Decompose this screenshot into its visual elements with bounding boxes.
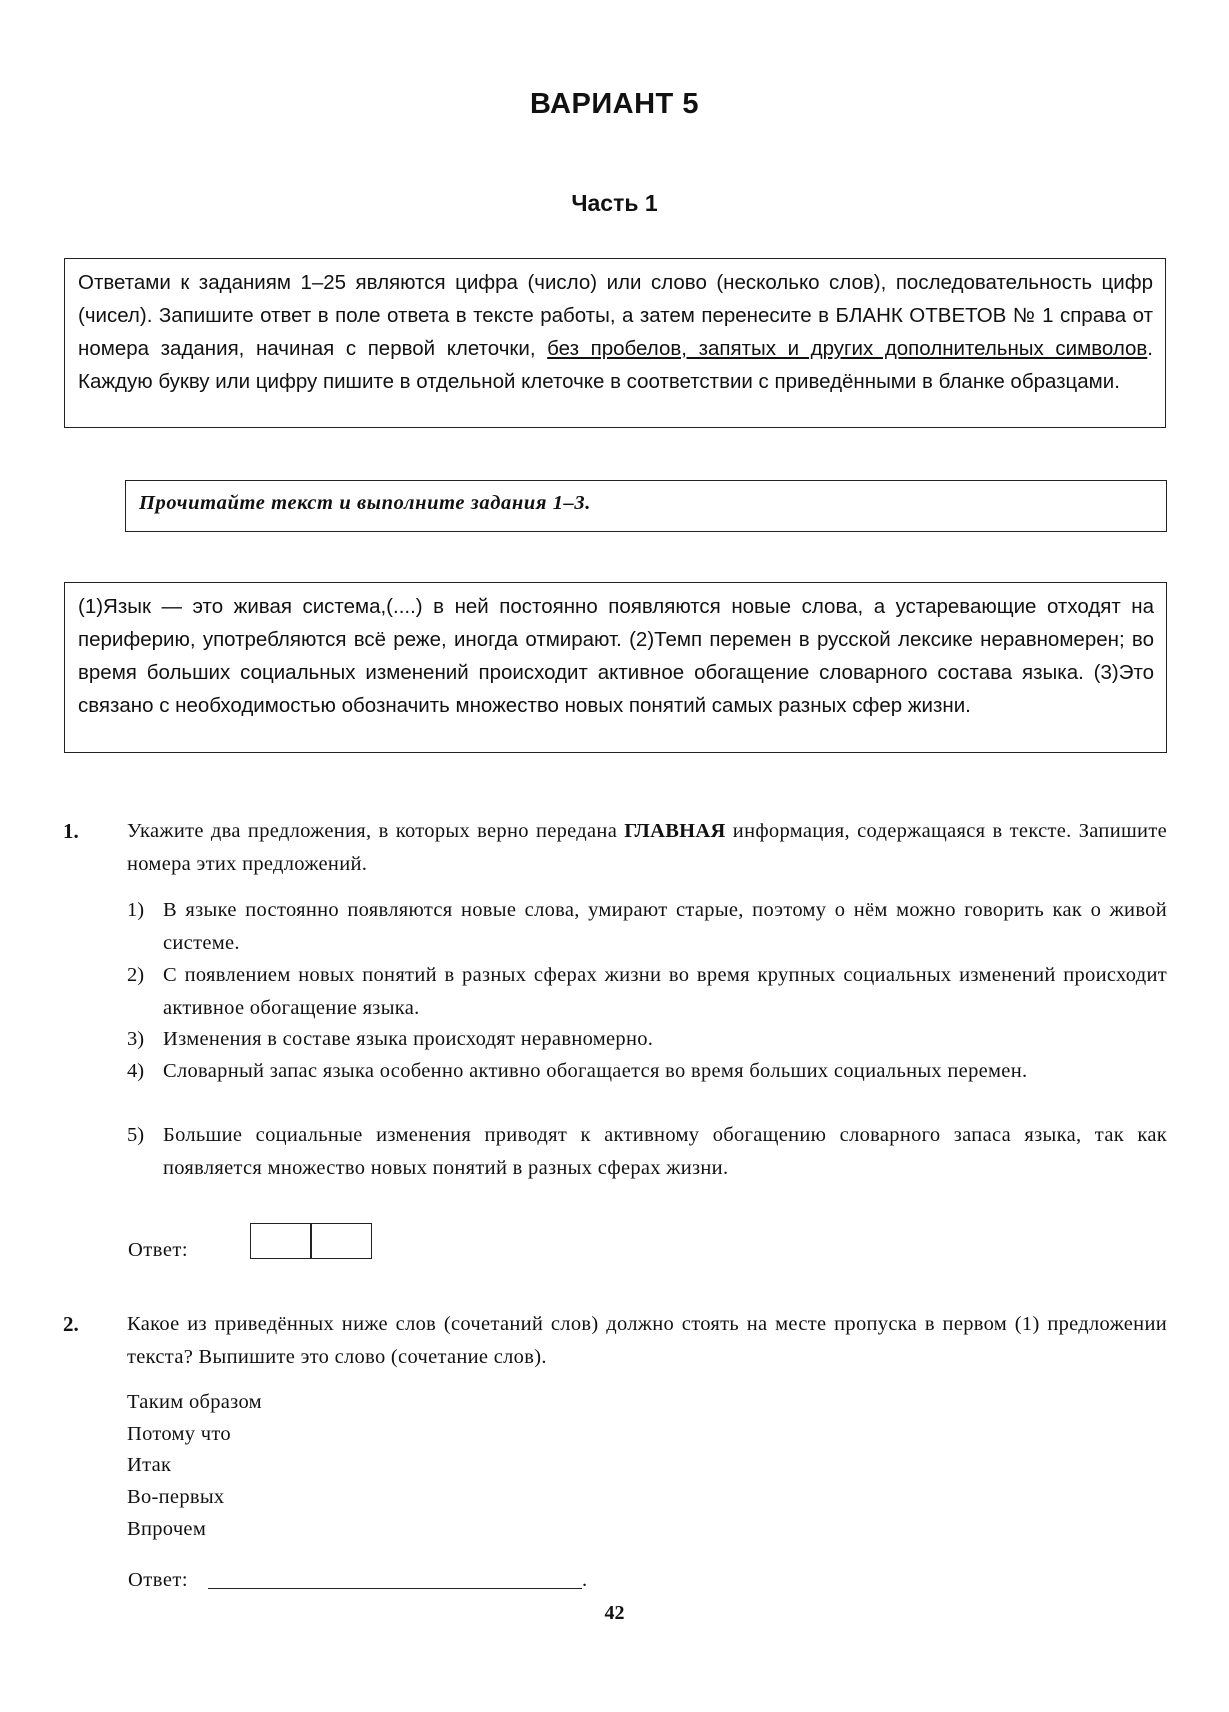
- instructions-text: Ответами к заданиям 1–25 являются цифра (число) или слово (несколько слов), последовательность цифр (чисел). Запишите ответ в поле ответа в тексте работы, а затем перенесите в БЛАНК ОТВЕТОВ № 1 справа от номера задания, начиная с первой клеточки,: [78, 271, 1153, 360]
- part-title: Часть 1: [571, 190, 658, 216]
- option-number: 5): [127, 1124, 145, 1146]
- word-option: Итак: [127, 1454, 172, 1476]
- read-prompt-box: [125, 480, 1167, 532]
- answer-cell-2[interactable]: [310, 1223, 372, 1259]
- passage-box: [64, 582, 1167, 753]
- read-prompt: Прочитайте текст и выполните задания 1–3.: [139, 492, 591, 514]
- word-option: Таким образом: [127, 1391, 262, 1413]
- option-text: Словарный запас языка особенно активно обогащается во время больших социальных перемен.: [163, 1060, 1028, 1082]
- word-option: Во-первых: [127, 1486, 225, 1508]
- option-number: 2): [127, 964, 145, 986]
- answer-line[interactable]: [208, 1562, 582, 1589]
- instructions-underlined: без пробелов, запятых и других дополнительных символов: [547, 337, 1148, 360]
- word-option: Впрочем: [127, 1518, 207, 1540]
- option-number: 1): [127, 899, 145, 921]
- option-text: Изменения в составе языка происходят неравномерно.: [163, 1028, 654, 1050]
- passage-text: (1)Язык — это живая система,(....) в ней постоянно появляются новые слова, а устаревающие отходят на периферию, употребляются всё реже, иногда отмирают. (2)Темп перемен в русской лексике неравномерен; во время больших социальных изменений происходит активное обогащение словарного состава языка. (3)Это связано с необходимостью обозначить множество новых понятий самых разных сфер жизни.: [78, 595, 1154, 717]
- task-number: 1.: [63, 819, 79, 843]
- question-text: Укажите два предложения, в которых верно передана: [127, 820, 625, 842]
- task-question: [127, 815, 1167, 881]
- page-title: ВАРИАНТ 5: [530, 88, 699, 120]
- option-text: Большие социальные изменения приводят к активному обогащению словарного запаса языка, так как появляется множество новых понятий в разных сферах жизни.: [163, 1124, 1167, 1179]
- instructions-box: [64, 258, 1166, 428]
- task-number: 2.: [63, 1312, 79, 1336]
- page-number: 42: [604, 1602, 625, 1624]
- answer-cell-1[interactable]: [250, 1223, 312, 1259]
- instructions-text-end: . Каждую букву или цифру пишите в отдельной клеточке в соответствии с приведёнными в бланке образцами.: [78, 337, 1153, 393]
- question-emphasis: ГЛАВНАЯ: [624, 820, 726, 842]
- answer-end: .: [582, 1569, 588, 1591]
- answer-label: Ответ:: [128, 1569, 189, 1591]
- question-text-end: информация, содержащаяся в тексте. Запишите номера этих предложений.: [127, 820, 1167, 875]
- option-number: 4): [127, 1060, 145, 1082]
- option-text: С появлением новых понятий в разных сферах жизни во время крупных социальных изменений происходит активное обогащение языка.: [163, 964, 1167, 1019]
- option-number: 3): [127, 1028, 145, 1050]
- task-question: Какое из приведённых ниже слов (сочетаний слов) должно стоять на месте пропуска в первом (1) предложении текста? Выпишите это слово (сочетание слов).: [127, 1313, 1167, 1368]
- option-text: В языке постоянно появляются новые слова, умирают старые, поэтому о нём можно говорить как о живой системе.: [163, 899, 1167, 954]
- answer-label: Ответ:: [128, 1239, 189, 1261]
- word-option: Потому что: [127, 1423, 231, 1445]
